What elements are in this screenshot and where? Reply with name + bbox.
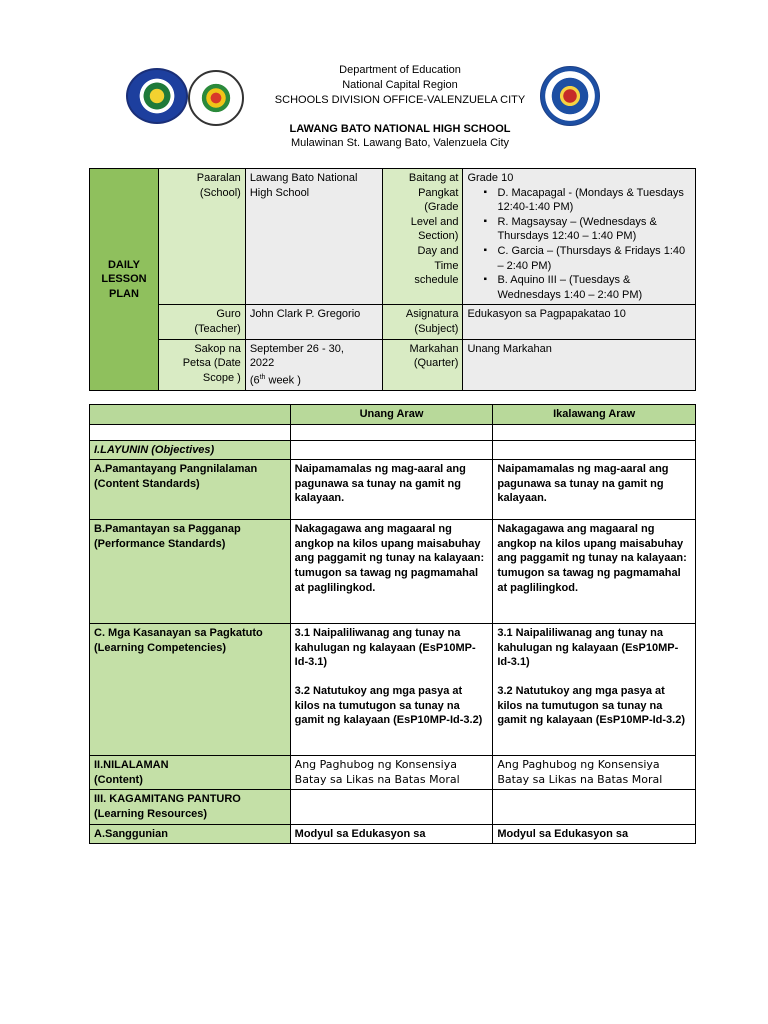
performance-standards-day1: Nakagagawa ang magaaral ng angkop na kilos upang maisabuhay ang paggamit ng tunay na kalayaan: tumugon sa tawag ng pagmamahal at paglilingkod. xyxy=(290,520,493,624)
header-school: LAWANG BATO NATIONAL HIGH SCHOOL xyxy=(289,123,511,135)
competencies-label: C. Mga Kasanayan sa Pagkatuto (Learning Competencies) xyxy=(90,624,291,756)
header-blank-cell xyxy=(90,405,291,425)
section-item: ▪ B. Aquino III – (Tuesdays & Wednesdays 1:40 – 2:40 PM) xyxy=(483,273,691,302)
daily-lesson-plan-title: DAILY LESSON PLAN xyxy=(90,169,159,391)
objectives-label: I.LAYUNIN (Objectives) xyxy=(90,440,291,460)
subject-label: Asignatura (Subject) xyxy=(382,305,463,339)
grade-label: Baitang at Pangkat (Grade Level and Section) Day and Time schedule xyxy=(382,169,463,305)
date-scope-label: Sakop na Petsa (Date Scope ) xyxy=(158,339,245,390)
subject-value: Edukasyon sa Pagpapakatao 10 xyxy=(463,305,696,339)
content-label: II.NILALAMAN (Content) xyxy=(90,756,291,790)
section-item: ▪ D. Macapagal - (Mondays & Tuesdays 12:40-1:40 PM) xyxy=(483,186,691,215)
grade-schedule-value xyxy=(463,169,696,305)
header-region: National Capital Region xyxy=(342,79,458,91)
content-standards-day1: Naipamamalas ng mag-aaral ang pagunawa sa tunay na gamit ng kalayaan. xyxy=(290,460,493,520)
blank-cell xyxy=(290,790,493,824)
blank-cell xyxy=(290,424,493,440)
competencies-day2: 3.1 Naipaliliwanag ang tunay na kahulugan ng kalayaan (EsP10MP-Id-3.1) 3.2 Natutukoy ang mga pasya at kilos na tumutugon sa tunay na gamit ng kalayaan (EsP10MP-Id-3.2) xyxy=(493,624,696,756)
references-label: A.Sanggunian xyxy=(90,824,291,844)
blank-cell xyxy=(493,424,696,440)
school-seal-logo xyxy=(126,68,188,124)
quarter-value: Unang Markahan xyxy=(463,339,696,390)
header-address: Mulawinan St. Lawang Bato, Valenzuela City xyxy=(290,137,510,149)
blank-cell xyxy=(290,440,493,460)
performance-standards-label: B.Pamantayan sa Pagganap (Performance Standards) xyxy=(90,520,291,624)
section-item: ▪ C. Garcia – (Thursdays & Fridays 1:40 – 2:40 PM) xyxy=(483,244,691,273)
references-day1: Modyul sa Edukasyon sa xyxy=(290,824,493,844)
content-day1: Ang Paghubog ng Konsensiya Batay sa Likas na Batas Moral xyxy=(290,756,493,790)
section-item: ▪ R. Magsaysay – (Wednesdays & Thursdays 12:40 – 1:40 PM) xyxy=(483,215,691,244)
school-label: Paaralan (School) xyxy=(158,169,245,305)
blank-cell xyxy=(493,440,696,460)
date-scope-value: September 26 - 30, 2022 (6th week ) xyxy=(245,339,382,390)
day2-header: Ikalawang Araw xyxy=(493,405,696,425)
day1-header: Unang Araw xyxy=(290,405,493,425)
blank-cell xyxy=(90,424,291,440)
lesson-info-table xyxy=(89,168,696,391)
section-schedule-list xyxy=(467,186,691,303)
performance-standards-day2: Nakagagawa ang magaaral ng angkop na kilos upang maisabuhay ang paggamit ng tunay na kalayaan: tumugon sa tawag ng pagmamahal at paglilingkod. xyxy=(493,520,696,624)
header-division: SCHOOLS DIVISION OFFICE-VALENZUELA CITY xyxy=(274,94,526,106)
teacher-value: John Clark P. Gregorio xyxy=(245,305,382,339)
lesson-content-table xyxy=(89,404,696,844)
content-standards-label: A.Pamantayang Pangnilalaman (Content Standards) xyxy=(90,460,291,520)
references-day2: Modyul sa Edukasyon sa xyxy=(493,824,696,844)
learning-resources-label: III. KAGAMITANG PANTURO (Learning Resources) xyxy=(90,790,291,824)
quarter-label: Markahan (Quarter) xyxy=(382,339,463,390)
teacher-label: Guro (Teacher) xyxy=(158,305,245,339)
school-value: Lawang Bato National High School xyxy=(245,169,382,305)
content-standards-day2: Naipamamalas ng mag-aaral ang pagunawa sa tunay na gamit ng kalayaan. xyxy=(493,460,696,520)
content-day2: Ang Paghubog ng Konsensiya Batay sa Likas na Batas Moral xyxy=(493,756,696,790)
grade-level: Grade 10 xyxy=(467,172,514,184)
header-dept: Department of Education xyxy=(339,64,461,76)
competencies-day1: 3.1 Naipaliliwanag ang tunay na kahulugan ng kalayaan (EsP10MP-Id-3.1) 3.2 Natutukoy ang mga pasya at kilos na tumutugon sa tunay na gamit ng kalayaan (EsP10MP-Id-3.2) xyxy=(290,624,493,756)
blank-cell xyxy=(493,790,696,824)
